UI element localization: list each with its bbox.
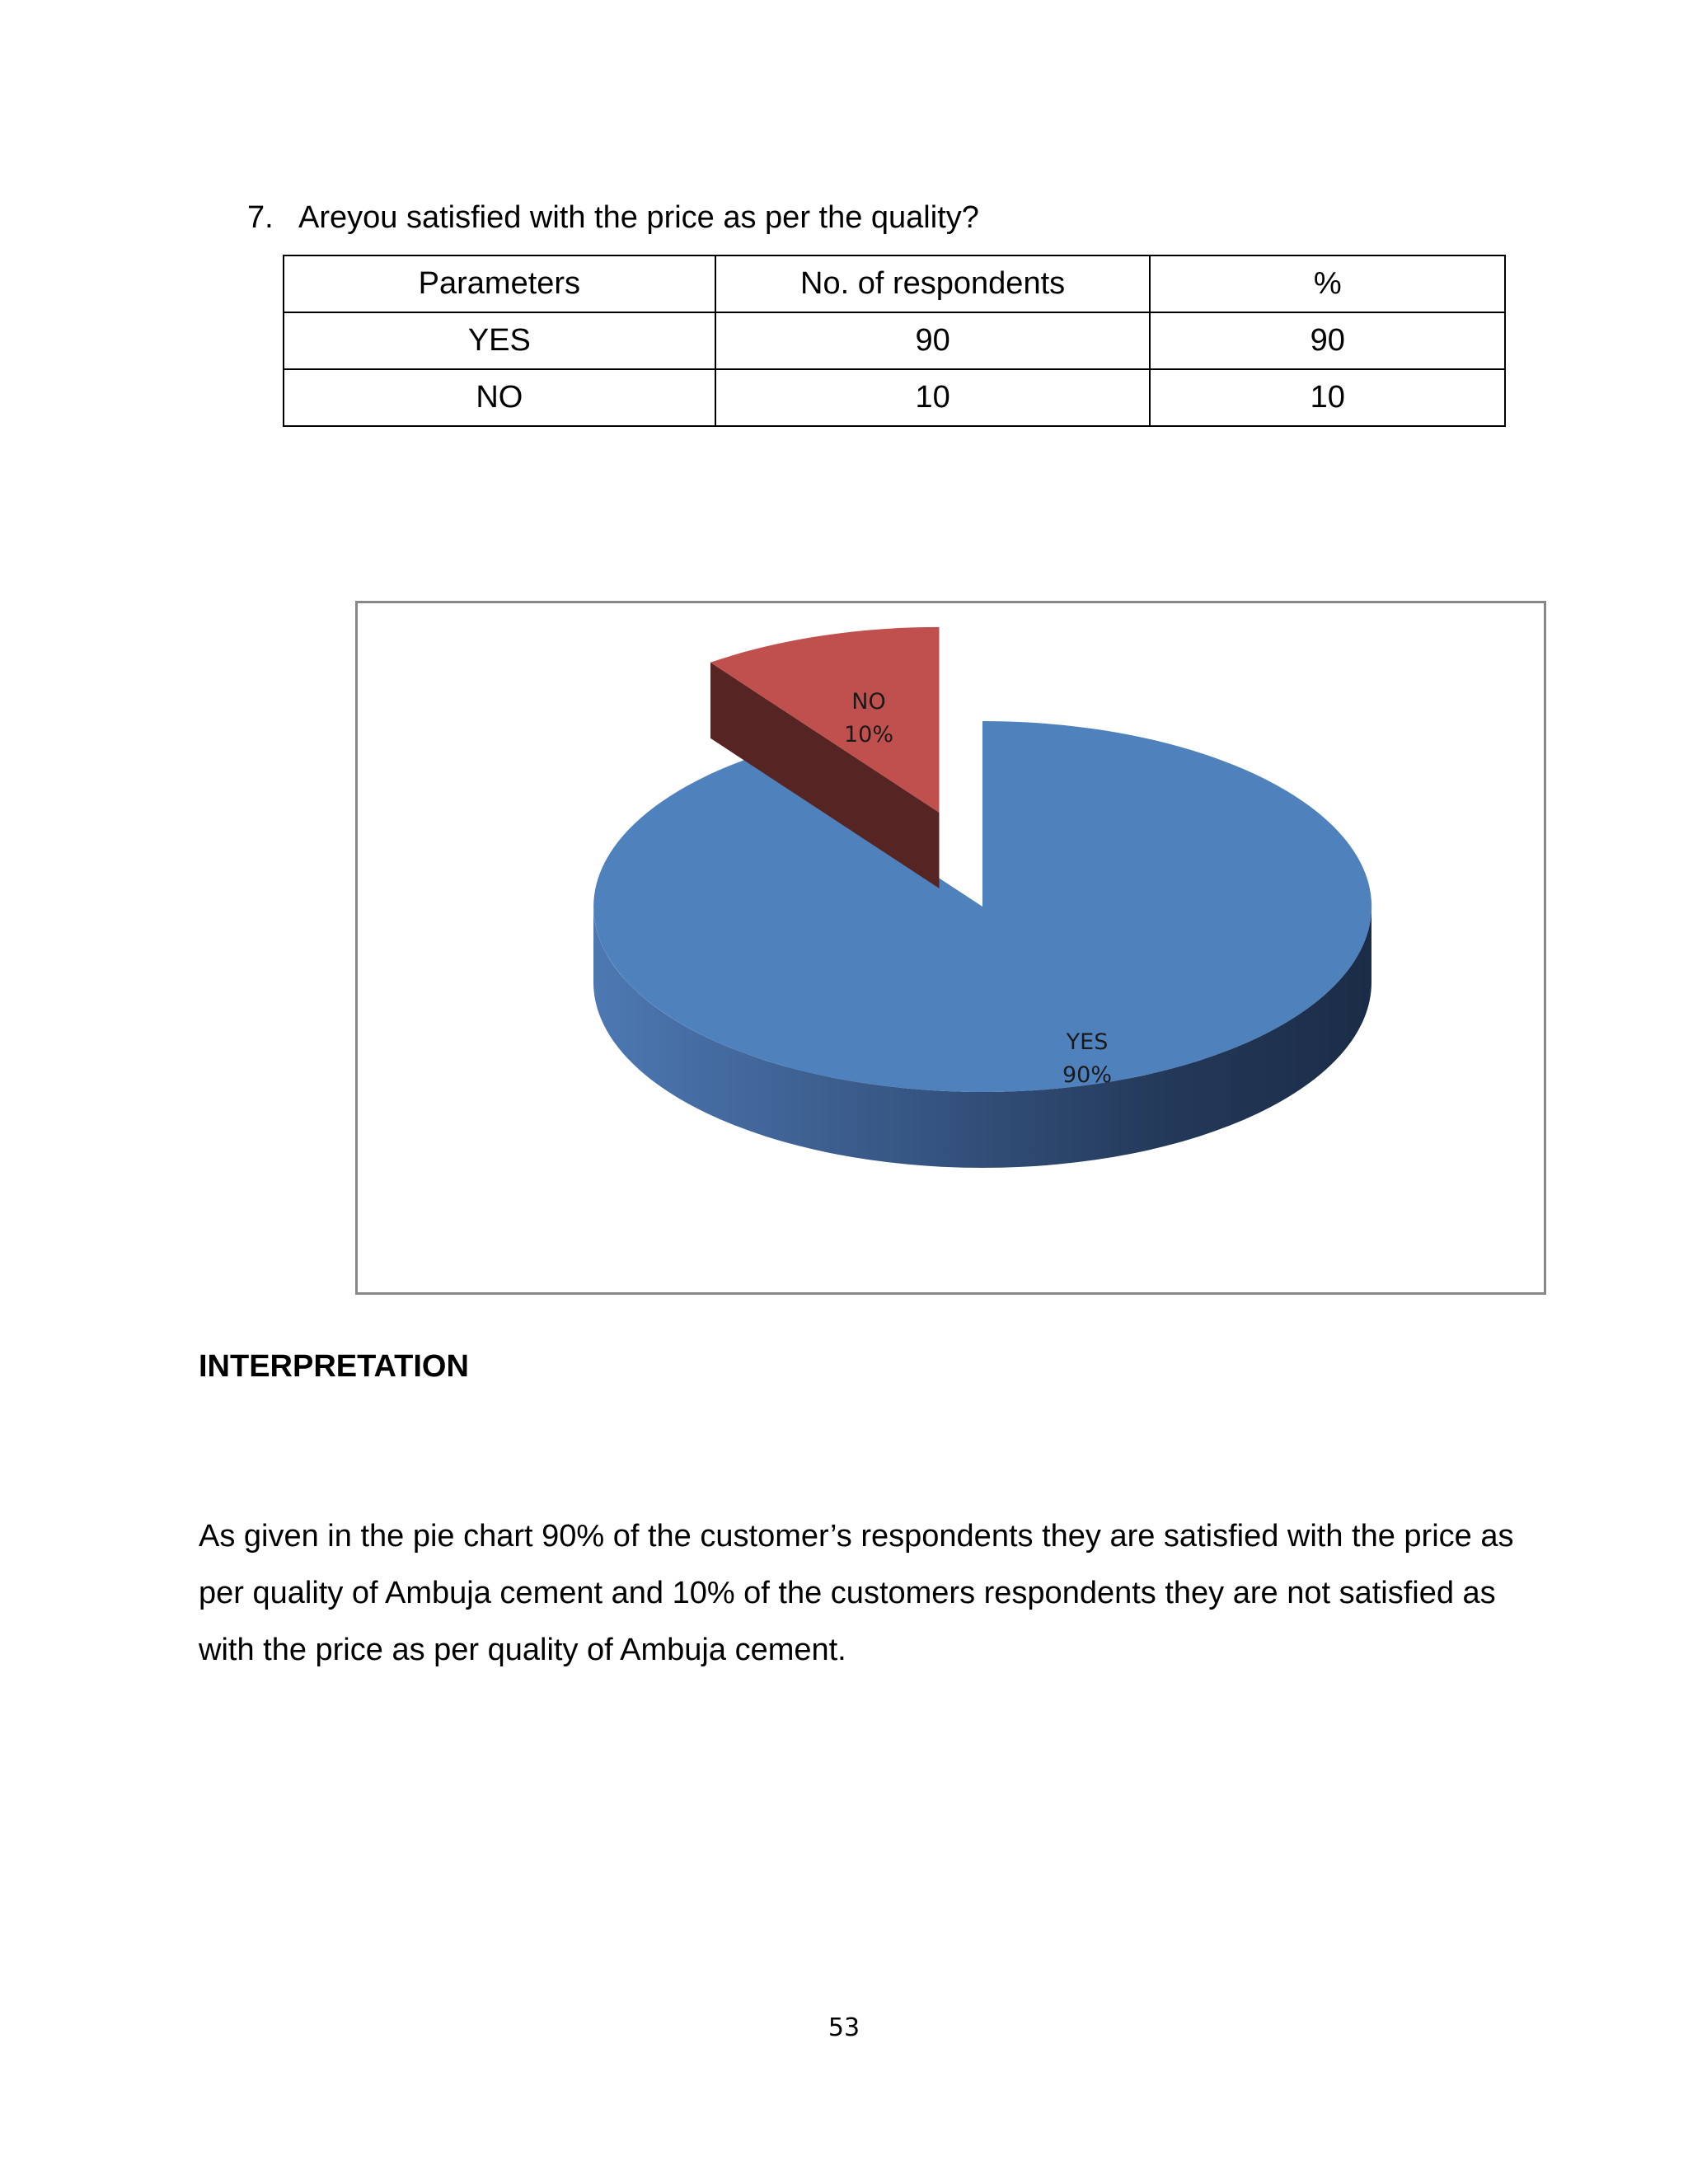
question-number: 7. [247,200,274,235]
table-cell: YES [284,312,715,369]
table-cell: 10 [715,369,1151,426]
question-text: Areyou satisfied with the price as per the quality? [298,200,979,235]
table-header-row [284,255,1505,312]
slice-label-no-pct: 10% [843,722,894,748]
pie-chart-frame [355,601,1546,1295]
table-header-cell: No. of respondents [715,255,1151,312]
table-cell: 10 [1150,369,1505,426]
table-row [284,369,1505,426]
slice-label-yes-name: YES [1066,1029,1109,1055]
slice-label-yes-pct: 90% [1062,1062,1113,1088]
table-header-cell: Parameters [284,255,715,312]
pie-slices [593,627,1372,1168]
responses-table [283,255,1506,427]
interpretation-paragraph: As given in the pie chart 90% of the customer’s respondents they are satisfied with the price as per quality of Ambuja cement and 10% of the customers respondents they are not satisfied as with the price as per quality of Ambuja cement. [199,1519,1514,1667]
table-cell: 90 [715,312,1151,369]
table-cell: NO [284,369,715,426]
pie-chart [358,603,1544,1292]
table-cell: 90 [1150,312,1505,369]
interpretation-heading: INTERPRETATION [199,1349,469,1384]
pie-slice-yes [593,721,1372,1092]
slice-label-no-name: NO [851,689,886,715]
table-header-cell: % [1150,255,1505,312]
question [247,198,979,237]
page-number: 53 [828,2013,860,2042]
table-row [284,312,1505,369]
